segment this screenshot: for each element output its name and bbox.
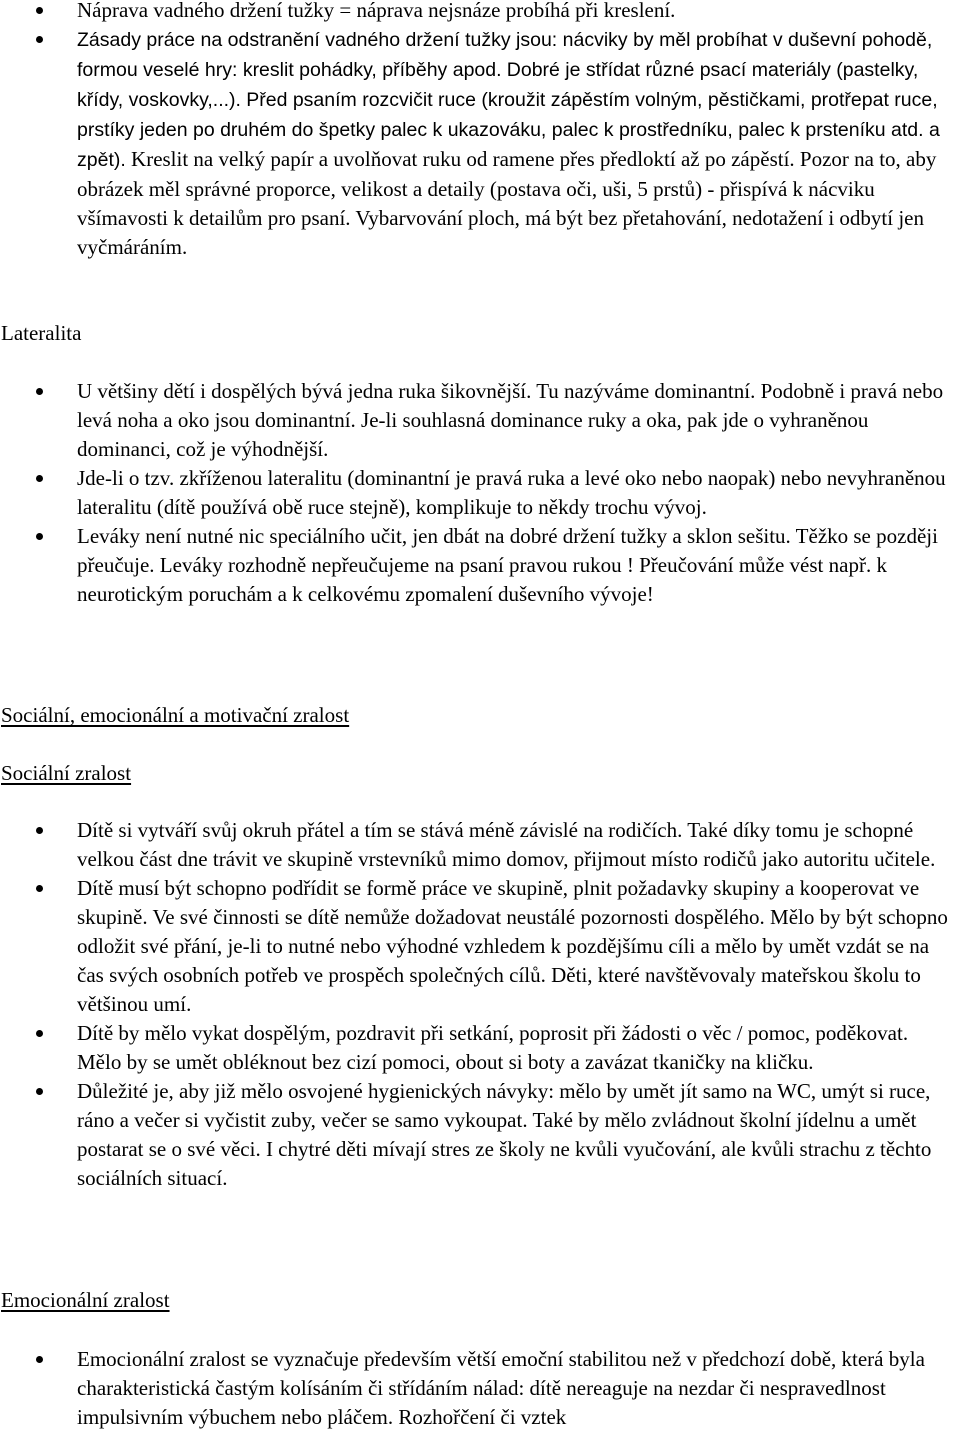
list-item (0, 816, 960, 874)
bullet-icon (36, 475, 43, 482)
bullet-icon (36, 36, 43, 43)
list-item (0, 0, 960, 25)
list-item (0, 464, 960, 522)
list-item (0, 874, 960, 1019)
bullet-icon (36, 1030, 43, 1037)
bullet-list-emocionalni (0, 1345, 960, 1432)
bullet-icon (36, 7, 43, 14)
list-item-text: Náprava vadného držení tužky = náprava nejsnáze probíhá při kreslení. (77, 0, 676, 22)
list-item (0, 522, 960, 609)
list-item-text: Dítě musí být schopno podřídit se formě práce ve skupině, plnit požadavky skupiny a kooperovat ve skupině. Ve své činnosti se dítě nemůže dožadovat neustálé pozornosti dospělého. Mělo by být schopno odložit své přání, je-li to nutné nebo výhodné vzhledem k pozdějšímu cíli a mělo by umět vzdát se na čas svých osobních potřeb ve prospěch společných cílů. Děti, které navštěvovaly mateřskou školu to většinou umí. (77, 876, 948, 1016)
list-item-text: Kreslit na velký papír a uvolňovat ruku od ramene přes předloktí až po zápěstí. (131, 147, 795, 171)
list-item-text: Leváky není nutné nic speciálního učit, jen dbát na dobré držení tužky a sklon sešitu. Těžko se později přeučuje. Leváky rozhodně nepřeučujeme na psaní pravou rukou ! Přeučování může vést např. k neurotickým poruchám a k celkovému zpomalení duševního vývoje! (77, 524, 938, 606)
list-item (0, 1019, 960, 1077)
section-heading-zralost: Sociální, emocionální a motivační zralost (1, 703, 350, 727)
list-item-text: Zásady práce na odstranění vadného držení tužky jsou: nácviky by měl probíhat v duševní pohodě, formou veselé hry: kreslit pohádky, příběhy apod. (77, 29, 933, 81)
list-item-text: Dobré je střídat různé psací materiály (pastelky, křídy, voskovky,...). (77, 59, 919, 111)
bullet-icon (36, 388, 43, 395)
bullet-icon (36, 1088, 43, 1095)
bullet-icon (36, 1356, 43, 1363)
bullet-icon (36, 533, 43, 540)
list-item (0, 25, 960, 262)
list-item-text: Emocionální zralost se vyznačuje především větší emoční stabilitou než v předchozí době, která byla charakteristická častým kolísáním či střídáním nálad: dítě nereaguje na nezdar či nespravedlnost impulsivním výbuchem nebo pláčem. Rozhořčení či vztek (77, 1347, 925, 1429)
bullet-icon (36, 885, 43, 892)
bullet-icon (36, 827, 43, 834)
list-item-text: Dítě by mělo vykat dospělým, pozdravit při setkání, poprosit při žádosti o věc / pomoc, poděkovat. Mělo by se umět obléknout bez cizí pomoci, obout si boty a zavázat tkaničky na kličku. (77, 1021, 909, 1074)
list-item-text: Jde-li o tzv. zkříženou lateralitu (dominantní je pravá ruka a levé oko nebo naopak) nebo nevyhraněnou lateralitu (dítě používá obě ruce stejně), komplikuje to někdy trochu vývoj. (77, 466, 946, 519)
list-item-text: Před psaním rozcvičit ruce (kroužit zápěstím volným, pěstičkami, protřepat ruce, prstíky jeden po druhém do špetky palec k ukazováku, palec k prostředníku, palec k prsteníku atd. a zpět). (77, 89, 940, 171)
list-item-text: Důležité je, aby již mělo osvojené hygienických návyky: mělo by umět jít samo na WC, umýt si ruce, ráno a večer si vyčistit zuby, večer se samo vykoupat. Také by mělo zvládnout školní jídelnu a umět postarat se o své věci. I chytré děti mívají stres ze školy ne kvůli vyučování, ale kvůli strachu z těchto sociálních situací. (77, 1079, 932, 1190)
list-item (0, 1077, 960, 1193)
list-item (0, 377, 960, 464)
list-item (0, 1345, 960, 1432)
subsection-heading-socialni: Sociální zralost (1, 761, 132, 785)
list-item-text: Pozor na to, aby obrázek měl správné proporce, velikost a detaily (postava oči, uši, 5 prstů) - přispívá k nácviku všímavosti k detailům pro psaní. Vybarvování ploch, má být bez přetahování, nedotažení i odbytí jen vyčmáráním. (77, 147, 937, 259)
section-heading-lateralita: Lateralita (1, 321, 82, 345)
list-item-text: U většiny dětí i dospělých bývá jedna ruka šikovnější. Tu nazýváme dominantní. Podobně i pravá nebo levá noha a oko jsou dominantní. Je-li souhlasná dominance ruky a oka, pak jde o vyhraněnou dominanci, což je výhodnější. (77, 379, 944, 461)
bullet-list-lateralita (0, 377, 960, 609)
subsection-heading-emocionalni: Emocionální zralost (1, 1288, 170, 1312)
bullet-list-socialni (0, 816, 960, 1193)
bullet-list-handwriting (0, 0, 960, 262)
list-item-text: Dítě si vytváří svůj okruh přátel a tím se stává méně závislé na rodičích. Také díky tomu je schopné velkou část dne trávit ve skupině vrstevníků mimo domov, přijmout místo rodičů jako autoritu učitele. (77, 818, 936, 871)
